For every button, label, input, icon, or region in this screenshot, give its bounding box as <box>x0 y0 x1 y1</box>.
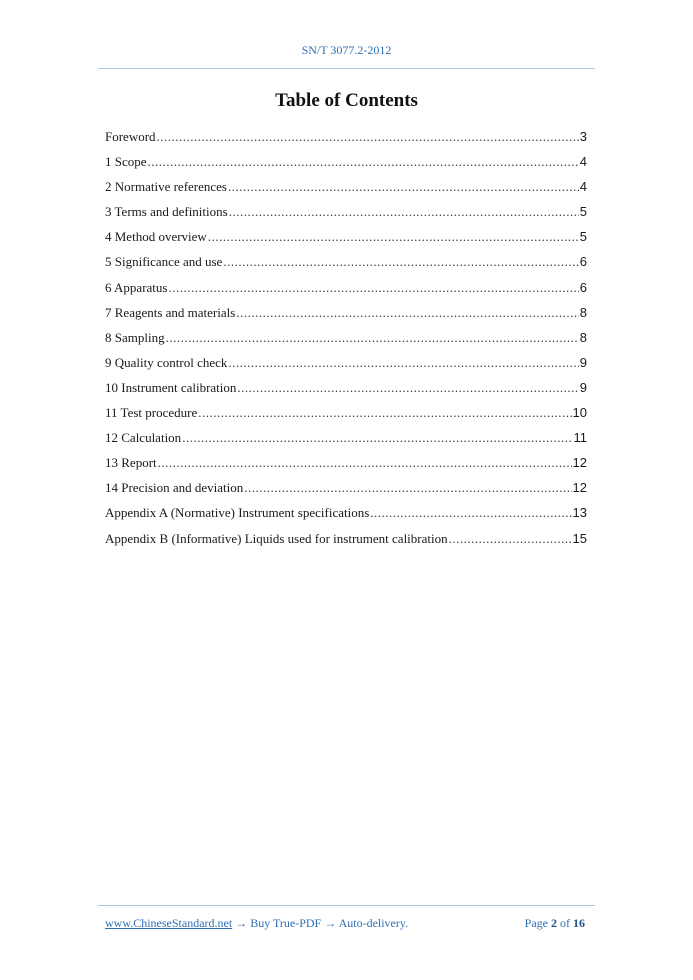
toc-dot-leader <box>237 377 578 399</box>
toc-entry[interactable] <box>105 327 587 352</box>
promo-text: → Buy True-PDF → Auto-delivery. <box>232 916 409 930</box>
toc-dot-leader <box>168 277 578 299</box>
toc-dot-leader <box>370 502 571 524</box>
toc-entry-label: 14 Precision and deviation <box>105 480 244 496</box>
toc-entry-page-number: 9 <box>579 354 587 370</box>
toc-entry-page-number: 5 <box>579 204 587 220</box>
toc-dot-leader <box>166 327 579 349</box>
toc-entry-label: 9 Quality control check <box>105 354 228 370</box>
toc-entry-label: Appendix A (Normative) Instrument specifications <box>105 505 370 521</box>
toc-entry[interactable] <box>105 427 587 452</box>
toc-entry-page-number: 9 <box>579 379 587 395</box>
toc-entry-label: 12 Calculation <box>105 430 182 446</box>
toc-entry-label: 13 Report <box>105 455 157 471</box>
toc-dot-leader <box>182 427 572 449</box>
toc-entry-page-number: 4 <box>579 154 587 170</box>
page-counter <box>525 916 585 931</box>
toc-entry-label: 2 Normative references <box>105 179 227 195</box>
toc-dot-leader <box>148 151 579 173</box>
toc-entry-label: 7 Reagents and materials <box>105 304 236 320</box>
footer-divider <box>98 905 595 906</box>
toc-entry-page-number: 15 <box>572 530 587 546</box>
toc-entry-label: Appendix B (Informative) Liquids used for instrument calibration <box>105 530 448 546</box>
header-divider <box>98 68 595 69</box>
toc-entry[interactable] <box>105 201 587 226</box>
toc-entry-page-number: 4 <box>579 179 587 195</box>
toc-entry-label: 8 Sampling <box>105 329 165 345</box>
toc-entry-label: 5 Significance and use <box>105 254 223 270</box>
toc-entry-page-number: 13 <box>572 505 587 521</box>
toc-entry[interactable] <box>105 277 587 302</box>
page-title: Table of Contents <box>275 90 418 111</box>
toc-entry-label: 1 Scope <box>105 154 147 170</box>
toc-dot-leader <box>236 302 578 324</box>
of-word: of <box>560 916 570 930</box>
toc-entry[interactable] <box>105 452 587 477</box>
toc-entry-page-number: 6 <box>579 254 587 270</box>
toc-entry-page-number: 8 <box>579 304 587 320</box>
toc-dot-leader <box>228 176 579 198</box>
toc-entry-page-number: 10 <box>572 405 587 421</box>
toc-entry-page-number: 8 <box>579 329 587 345</box>
toc-dot-leader <box>223 251 578 273</box>
footer-promo <box>105 916 408 931</box>
toc-dot-leader <box>244 477 571 499</box>
current-page-number: 2 <box>551 916 557 930</box>
toc-entry[interactable] <box>105 251 587 276</box>
website-link[interactable]: www.ChineseStandard.net <box>105 916 233 930</box>
toc-entry[interactable] <box>105 126 587 151</box>
toc-dot-leader <box>229 201 579 223</box>
running-header: SN/T 3077.2-2012 <box>301 43 392 57</box>
toc-entry[interactable] <box>105 502 587 527</box>
toc-entry-page-number: 3 <box>579 129 587 144</box>
total-pages-number: 16 <box>573 916 585 930</box>
toc-entry-label: 10 Instrument calibration <box>105 379 237 395</box>
toc-dot-leader <box>208 226 579 248</box>
toc-entry-label: 3 Terms and definitions <box>105 204 228 220</box>
page-word: Page <box>524 916 548 930</box>
toc-dot-leader <box>198 402 571 424</box>
toc-entry-label: 4 Method overview <box>105 229 207 245</box>
toc-entry[interactable] <box>105 226 587 251</box>
toc-entry[interactable] <box>105 176 587 201</box>
toc-entry-page-number: 5 <box>579 229 587 245</box>
toc-entry[interactable] <box>105 528 587 553</box>
toc-entry-page-number: 11 <box>573 430 587 446</box>
toc-entry[interactable] <box>105 302 587 327</box>
toc-dot-leader <box>449 528 572 550</box>
toc-entry-page-number: 12 <box>572 480 587 496</box>
toc-entry-label: 11 Test procedure <box>105 405 198 421</box>
table-of-contents <box>105 126 587 553</box>
toc-entry[interactable] <box>105 377 587 402</box>
toc-entry-page-number: 6 <box>579 279 587 295</box>
toc-dot-leader <box>228 352 578 374</box>
toc-entry-label: 6 Apparatus <box>105 279 168 295</box>
toc-dot-leader <box>157 126 579 148</box>
toc-entry[interactable] <box>105 477 587 502</box>
toc-entry-page-number: 12 <box>572 455 587 471</box>
toc-entry-label: Foreword <box>105 129 156 144</box>
toc-dot-leader <box>158 452 572 474</box>
toc-entry[interactable] <box>105 151 587 176</box>
toc-entry[interactable] <box>105 402 587 427</box>
toc-entry[interactable] <box>105 352 587 377</box>
